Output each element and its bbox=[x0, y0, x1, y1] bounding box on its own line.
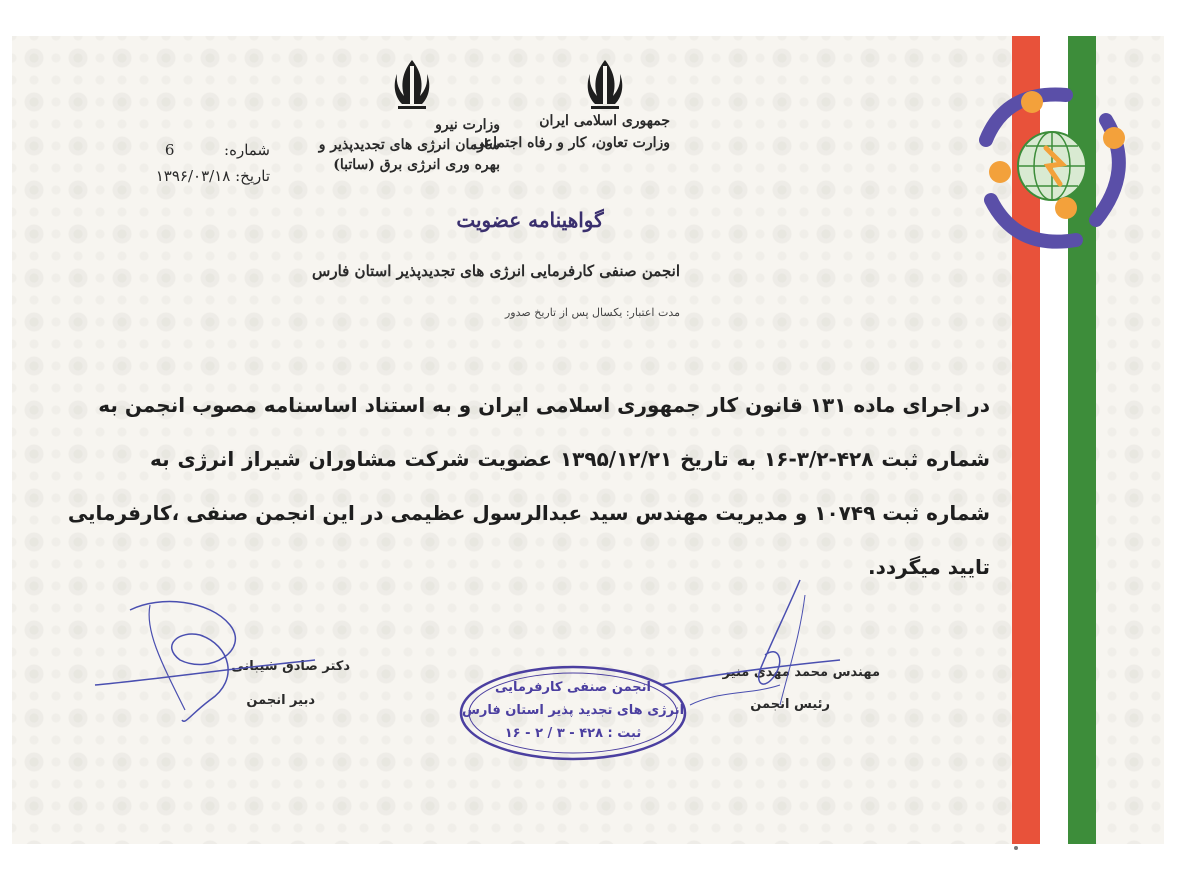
ministry-labour-header bbox=[473, 110, 670, 154]
header-ministry-line: وزارت تعاون، کار و رفاه اجتماعی bbox=[473, 135, 670, 151]
association-logo-icon bbox=[966, 80, 1138, 252]
number-value: 6 bbox=[164, 141, 175, 159]
certificate-title: گواهینامه عضویت bbox=[456, 208, 604, 232]
stamp-line: انرژی های تجدید پذیر استان فارس bbox=[461, 703, 685, 718]
date-value: ۱۳۹۶/۰۳/۱۸ bbox=[155, 167, 231, 185]
body-line: شماره ثبت ۱۰۷۴۹ و مدیریت مهندس سید عبدالرسول عظیمی در این انجمن صنفی ،کارفرمایی bbox=[67, 501, 990, 525]
header-energy-ministry-line: وزارت نیرو bbox=[435, 117, 500, 133]
page-mark bbox=[1014, 846, 1018, 850]
iran-emblem-icon bbox=[390, 56, 434, 112]
header-satba-line2: بهره وری انرژی برق (ساتبا) bbox=[333, 157, 500, 173]
president-name: مهندس محمد مهدی منیر bbox=[722, 665, 880, 680]
validity-note: مدت اعتبار: یکسال پس از تاریخ صدور bbox=[504, 306, 680, 319]
secretary-role: دبیر انجمن bbox=[246, 693, 315, 708]
header-satba-line1: سازمان انرژی های تجدیدپذیر و bbox=[318, 137, 500, 153]
secretary-name: دکتر صادق شیبانی bbox=[231, 659, 350, 674]
body-line: در اجرای ماده ۱۳۱ قانون کار جمهوری اسلامی ایران و به استناد اساسنامه مصوب انجمن به bbox=[98, 393, 990, 417]
stamp-line: ثبت : ۴۲۸ - ۳ / ۲ - ۱۶ bbox=[504, 726, 642, 741]
ministry-energy-header bbox=[319, 115, 500, 175]
iran-emblem-icon bbox=[583, 56, 627, 112]
association-stamp bbox=[458, 664, 688, 762]
header-republic-line: جمهوری اسلامی ایران bbox=[539, 113, 670, 129]
number-row bbox=[120, 137, 270, 163]
body-line: شماره ثبت ۴۲۸-۳/۲-۱۶ به تاریخ ۱۳۹۵/۱۲/۲۱ عضویت شرکت مشاوران شیراز انرژی به bbox=[150, 447, 990, 471]
number-date-block bbox=[120, 137, 270, 189]
stamp-line: انجمن صنفی کارفرمایی bbox=[494, 680, 652, 695]
president-role: رئیس انجمن bbox=[750, 697, 830, 712]
number-label: شماره: bbox=[224, 141, 270, 159]
secretary-signature-icon bbox=[90, 590, 320, 730]
association-name: انجمن صنفی کارفرمایی انرژی های تجدیدپذیر استان فارس bbox=[312, 262, 680, 280]
date-label: تاریخ: bbox=[235, 167, 270, 185]
date-row bbox=[120, 163, 270, 189]
certificate-body bbox=[67, 378, 990, 594]
body-line: تایید میگردد. bbox=[868, 555, 990, 579]
